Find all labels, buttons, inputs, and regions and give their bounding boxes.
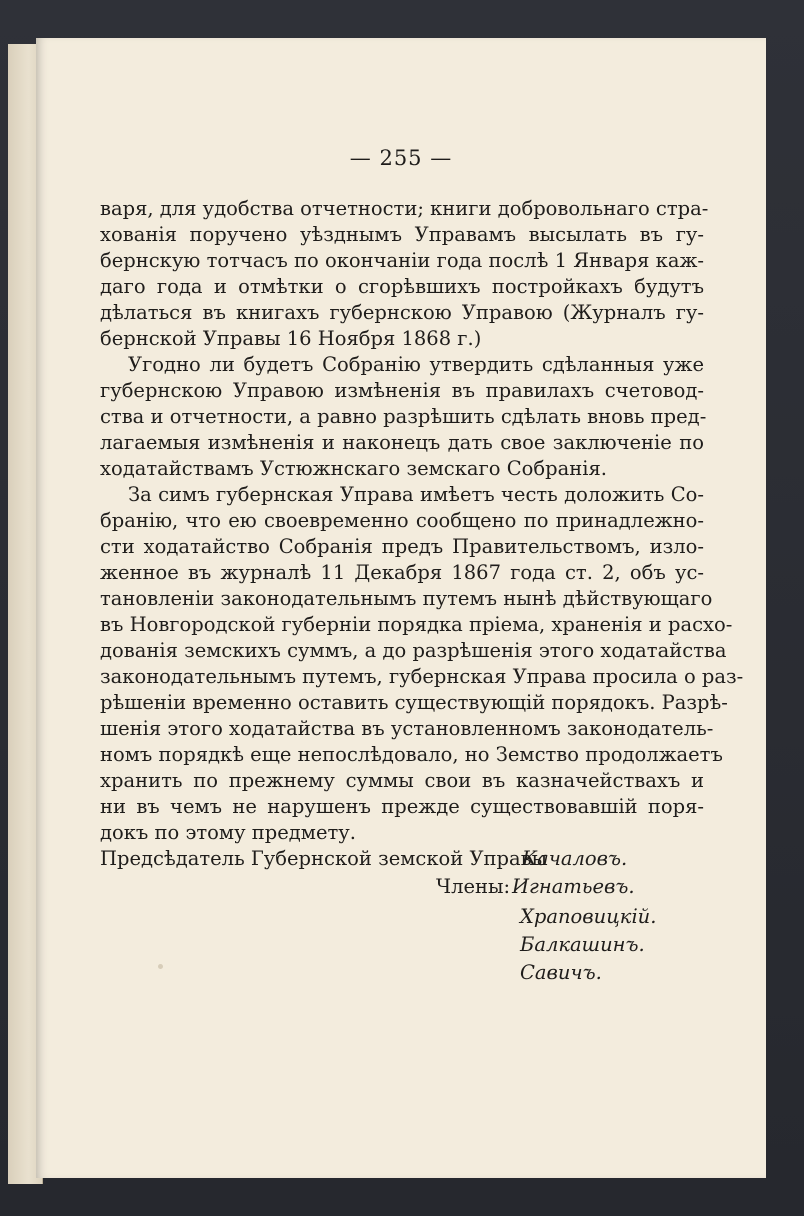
page-number: — 255 —	[349, 146, 453, 170]
text-line: сти ходатайство Собранія предъ Правительствомъ, изло-	[100, 535, 704, 558]
members-label: Члены:	[436, 875, 511, 898]
chairman-label: Предсѣдатель Губернской земской Управы	[100, 847, 548, 870]
text-line: дѣлаться въ книгахъ губернскою Управою (Журналъ гу-	[100, 301, 704, 324]
text-line: законодательнымъ путемъ, губернская Управа просила о раз-	[100, 665, 744, 688]
text-line: шенія этого ходатайства въ установленномъ законодатель-	[100, 717, 714, 740]
text-line: варя, для удобства отчетности; книги добровольнаго стра-	[100, 197, 709, 220]
text-line: ходатайствамъ Устюжнскаго земскаго Собранія.	[100, 457, 607, 480]
member-name: Храповицкій.	[520, 905, 657, 928]
text-line: женное въ журналѣ 11 Декабря 1867 года ст. 2, объ ус-	[100, 561, 704, 584]
chairman-name: Качаловъ.	[522, 847, 628, 870]
text-line: въ Новгородской губерніи порядка пріема, храненія и расхо-	[100, 613, 733, 636]
text-line: номъ порядкѣ еще непослѣдовало, но Земство продолжаетъ	[100, 743, 723, 766]
book-page	[36, 38, 766, 1178]
text-line: Угодно ли будетъ Собранію утвердить сдѣланныя уже	[128, 353, 704, 376]
text-line: лагаемыя измѣненія и наконецъ дать свое заключеніе по	[100, 431, 704, 454]
text-line: За симъ губернская Управа имѣетъ честь доложить Со-	[128, 483, 704, 506]
text-line: бранію, что ею своевременно сообщено по принадлежно-	[100, 509, 704, 532]
text-line: бернскую тотчасъ по окончаніи года послѣ 1 Января каж-	[100, 249, 704, 272]
member-name: Игнатьевъ.	[512, 875, 635, 898]
text-line: ства и отчетности, а равно разрѣшить сдѣлать вновь пред-	[100, 405, 707, 428]
text-line: даго года и отмѣтки о сгорѣвшихъ постройкахъ будутъ	[100, 275, 704, 298]
text-line: рѣшеніи временно оставить существующій порядокъ. Разрѣ-	[100, 691, 728, 714]
text-line: бернской Управы 16 Ноября 1868 г.)	[100, 327, 482, 350]
text-line: ни въ чемъ не нарушенъ прежде существовавшій поря-	[100, 795, 704, 818]
text-line: докъ по этому предмету.	[100, 821, 356, 844]
text-line: тановленіи законодательнымъ путемъ нынѣ дѣйствующаго	[100, 587, 713, 610]
paper-speck	[158, 964, 163, 969]
text-line: дованія земскихъ суммъ, а до разрѣшенія этого ходатайства	[100, 639, 727, 662]
member-name: Балкашинъ.	[520, 933, 645, 956]
text-line: губернскою Управою измѣненія въ правилахъ счетовод-	[100, 379, 704, 402]
text-line: хранить по прежнему суммы свои въ казначействахъ и	[100, 769, 704, 792]
text-line: хованія поручено уѣзднымъ Управамъ высылать въ гу-	[100, 223, 704, 246]
member-name: Савичъ.	[520, 961, 602, 984]
